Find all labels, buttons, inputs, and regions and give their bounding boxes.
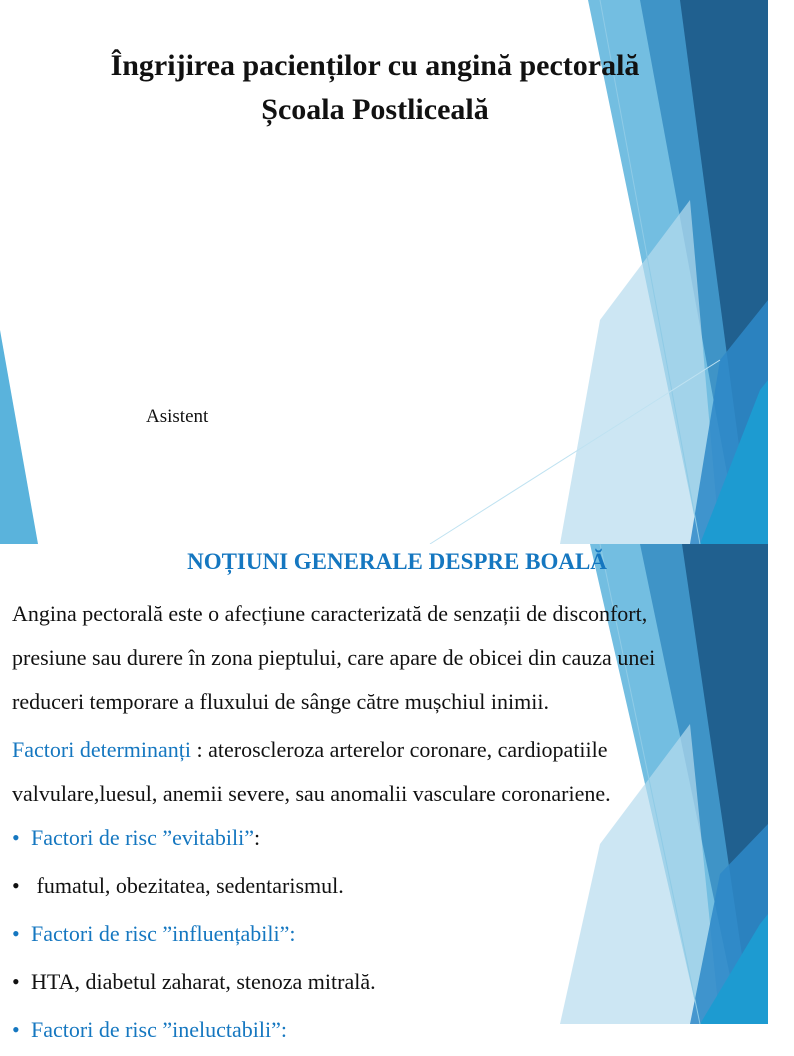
bullet-marker: •	[12, 921, 20, 946]
paragraph-line-2: presiune sau durere în zona pieptului, care apare de obicei din cauza unei	[12, 645, 656, 670]
list-item	[12, 960, 762, 1008]
slide-subtitle: Asistent	[146, 406, 209, 427]
bullet-marker: •	[12, 1017, 20, 1042]
paragraph-line-3: reduceri temporare a fluxului de sânge către mușchiul inimii.	[12, 689, 549, 714]
factori-text-1: : ateroscleroza arterelor coronare, cardiopatiile	[191, 737, 608, 762]
title-line-2: Școala Postliceală	[261, 93, 489, 126]
title-slide	[0, 0, 768, 544]
section-heading: NOȚIUNI GENERALE DESPRE BOALĂ	[187, 549, 607, 574]
bullet-text: Factori de risc ”ineluctabili”:	[31, 1017, 287, 1042]
bullet-text: fumatul, obezitatea, sedentarismul.	[31, 873, 344, 898]
bullet-suffix: :	[253, 825, 261, 850]
factori-line-1	[12, 728, 762, 772]
bullet-text: Factori de risc ”evitabili”	[31, 825, 254, 850]
list-item	[12, 912, 762, 960]
left-accent-shape	[0, 330, 38, 544]
factori-label: Factori determinanți	[12, 737, 191, 762]
slide-title	[40, 44, 710, 132]
slide-body	[12, 592, 762, 1056]
bullet-text: Factori de risc ”influențabili”:	[31, 921, 296, 946]
bullet-marker: •	[12, 969, 20, 994]
paragraph-line-1: Angina pectorală este o afecțiune caracterizată de senzații de disconfort,	[12, 601, 648, 626]
bullet-marker: •	[12, 825, 20, 850]
bullet-text: HTA, diabetul zaharat, stenoza mitrală.	[31, 969, 376, 994]
bullet-marker: •	[12, 873, 20, 898]
list-item	[12, 1008, 762, 1056]
list-item	[12, 816, 762, 864]
content-slide	[0, 544, 768, 1042]
list-item	[12, 864, 762, 912]
title-line-1: Îngrijirea pacienților cu angină pectorală	[110, 49, 640, 82]
factori-line-2: valvulare,luesul, anemii severe, sau anomalii vasculare coronariene.	[12, 781, 611, 806]
